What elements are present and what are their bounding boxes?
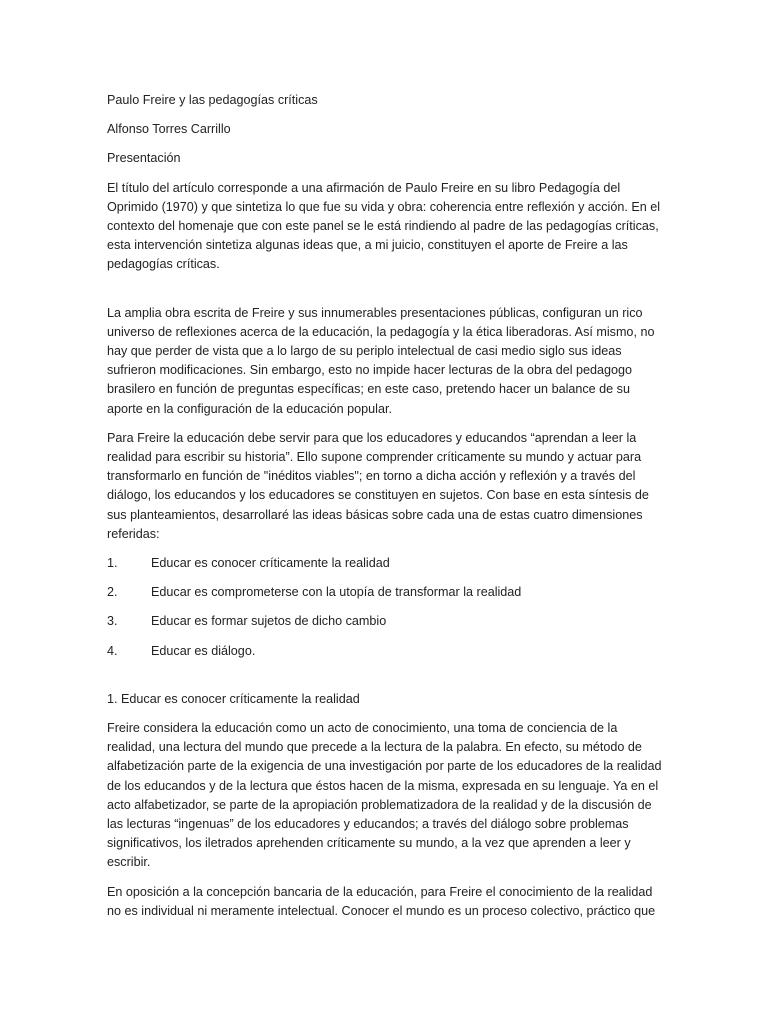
list-item-text: Educar es formar sujetos de dicho cambio: [151, 614, 387, 629]
list-item-text: Educar es diálogo.: [151, 643, 256, 658]
intro-paragraph: Para Freire la educación debe servir para que los educadores y educandos “aprendan a leer la realidad para escribir su historia”. Ello supone comprender críticamente su mundo y actuar para transformarlo en función de "inéditos viables"; en torno a dicha acción y reflexión y a través del diálogo, los educandos y los educadores se constituyen en sujetos. Con base en esta síntesis de sus planteamientos, desarrollaré las ideas básicas sobre cada una de estas cuatro dimensiones referidas:: [107, 430, 649, 541]
list-item: [107, 642, 667, 661]
list-item: [107, 554, 667, 573]
document-title: Paulo Freire y las pedagogías críticas: [107, 93, 318, 107]
intro-paragraph: El título del artículo corresponde a una afirmación de Paulo Freire en su libro Pedagogía del Oprimido (1970) y que sintetiza lo que fue su vida y obra: coherencia entre reflexión y acción. En el contexto del homenaje que con este panel se le está rindiendo al padre de las pedagogías críticas, esta intervención sintetiza algunas ideas que, a mi juicio, constituyen el aporte de Freire a las pedagogías críticas.: [107, 180, 661, 272]
section-paragraph: En oposición a la concepción bancaria de la educación, para Freire el conocimiento de la realidad no es individual ni meramente intelectual. Conocer el mundo es un proceso colectivo, práctico que: [107, 884, 656, 918]
dimensions-list: [107, 554, 667, 661]
list-item-text: Educar es conocer críticamente la realidad: [151, 556, 390, 571]
section-heading: 1. Educar es conocer críticamente la realidad: [107, 691, 360, 706]
list-item: [107, 583, 667, 602]
list-item: [107, 612, 667, 631]
list-item-number: 3.: [107, 614, 118, 629]
document-page: [107, 91, 667, 931]
intro-paragraph: La amplia obra escrita de Freire y sus innumerables presentaciones públicas, configuran un rico universo de reflexiones acerca de la educación, la pedagogía y la ética liberadoras. Así mismo, no hay que perder de vista que a lo largo de su periplo intelectual de casi medio siglo sus ideas sufrieron modificaciones. Sin embargo, esto no impide hacer lecturas de la obra del pedagogo brasilero en función de preguntas específicas; en este caso, pretendo hacer un balance de su aporte en la configuración de la educación popular.: [107, 305, 655, 416]
list-item-number: 2.: [107, 585, 118, 600]
section-paragraph: Freire considera la educación como un acto de conocimiento, una toma de conciencia de la realidad, una lectura del mundo que precede a la lectura de la palabra. En efecto, su método de alfabetización parte de la exigencia de una investigación por parte de los educadores de la realidad de los educandos y de la lectura que éstos hacen de la misma, expresada en su lenguaje. Ya en el acto alfabetizador, se parte de la apropiación problematizadora de la realidad y de la discusión de las lecturas “ingenuas” de los educadores y educandos; a través del diálogo sobre problemas significativos, los iletrados aprehenden críticamente su mundo, a la vez que aprenden a leer y escribir.: [107, 721, 662, 870]
list-item-number: 4.: [107, 643, 118, 658]
list-item-text: Educar es comprometerse con la utopía de transformar la realidad: [151, 585, 522, 600]
document-author: Alfonso Torres Carrillo: [107, 122, 231, 137]
list-item-number: 1.: [107, 556, 118, 571]
section-label-presentacion: Presentación: [107, 151, 181, 166]
